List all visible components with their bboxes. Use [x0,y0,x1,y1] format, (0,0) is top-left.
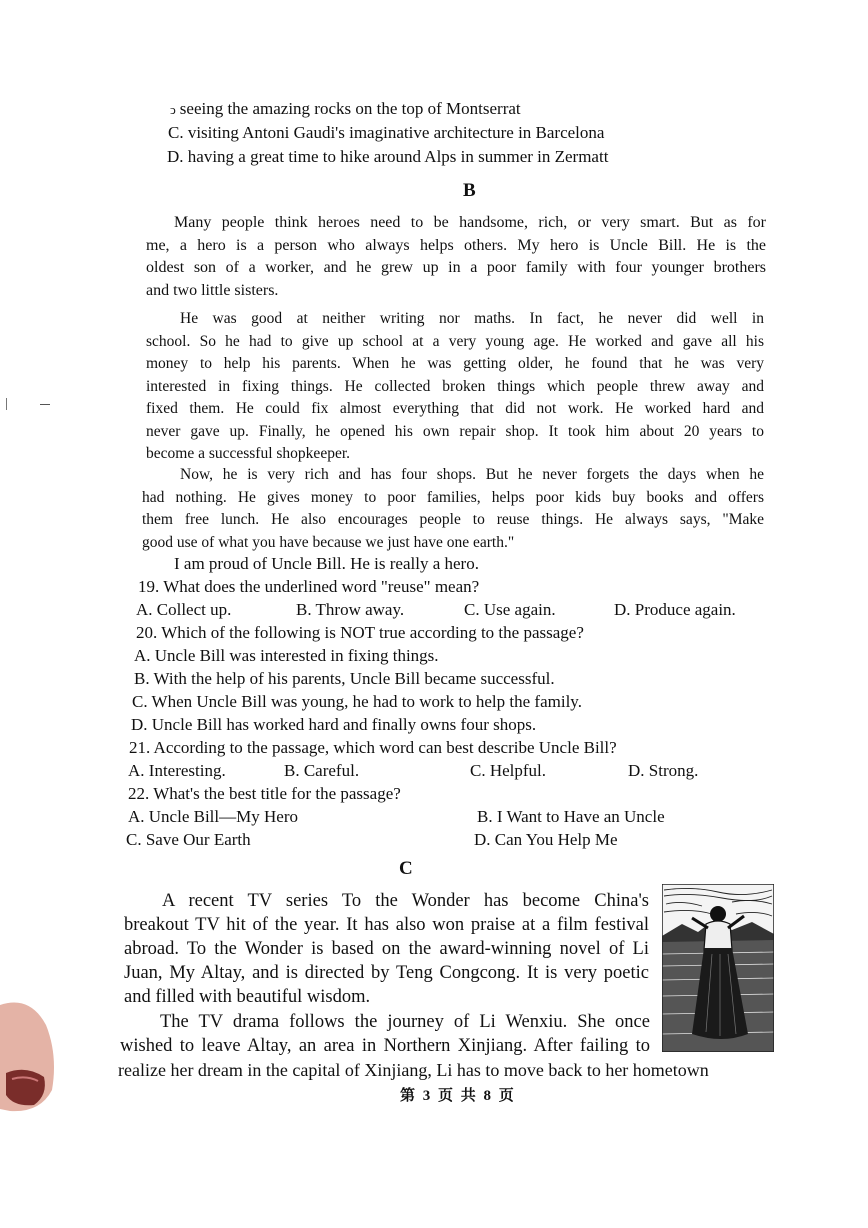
text-line: and two little sisters. [146,281,279,299]
question-20-option-d: D. Uncle Bill has worked hard and finally owns four shops. [131,715,537,734]
question-20-option-c: C. When Uncle Bill was young, he had to work to help the family. [132,692,582,711]
scan-mark [6,398,7,410]
prev-option-d: D. having a great time to hike around Alps in summer in Zermatt [167,147,609,166]
text-line: them free lunch. He also encourages people to reuse things. He always says, "Make [142,511,764,528]
text-line: fixed them. He could fix almost everything that did not work. He worked hard and [146,400,764,417]
question-20-stem: 20. Which of the following is NOT true according to the passage? [136,623,584,642]
text-line: school. So he had to give up school at a very young age. He worked and gave all his [146,332,764,350]
section-b-paragraph-2 [146,308,764,466]
question-22-option-c: C. Save Our Earth [126,830,251,849]
question-21-option-d: D. Strong. [628,761,699,780]
page-footer: 第 3 页 共 8 页 [400,1088,516,1104]
scan-mark [40,404,50,405]
text-line: become a successful shopkeeper. [146,445,351,462]
text-line: money to help his parents. When he was getting older, he found that he was very [146,355,764,372]
question-21-option-b: B. Careful. [284,761,360,780]
text-line: had nothing. He gives money to poor families, helps poor kids buy books and offers [142,488,764,506]
text-line: breakout TV hit of the year. It has also won praise at a film festival [124,915,649,935]
scanner-thumb [0,995,58,1115]
question-19-option-b: B. Throw away. [296,600,405,619]
question-19-stem: 19. What does the underlined word "reuse" mean? [138,577,480,596]
section-b-heading: B [463,180,476,201]
question-22-option-d: D. Can You Help Me [474,830,618,849]
text-line: Juan, My Altay, and is directed by Teng Congcong. It is very poetic [124,963,649,983]
section-c-heading: C [399,858,413,879]
text-line: Many people think heroes need to be handsome, rich, or very smart. But as for [174,214,766,231]
question-22-option-a: A. Uncle Bill—My Hero [128,807,298,826]
question-21-option-a: A. Interesting. [128,761,226,780]
section-b-paragraph-3 [142,464,764,554]
text-line: good use of what you have because we just have one earth." [142,533,515,551]
question-21-option-c: C. Helpful. [470,761,547,780]
text-line: Now, he is very rich and has four shops. But he never forgets the days when he [180,466,764,483]
question-22-stem: 22. What's the best title for the passage? [128,784,401,803]
text-line: wished to leave Altay, an area in Northern Xinjiang. After failing to [120,1036,650,1056]
smudged-letter: ↄ [170,102,176,117]
question-19-option-c: C. Use again. [464,600,556,619]
prev-option-b: ↄ seeing the amazing rocks on the top of Montserrat [170,99,521,118]
text-line: me, a hero is a person who always helps others. My hero is Uncle Bill. He is the [146,236,766,254]
section-b-paragraph-4: I am proud of Uncle Bill. He is really a hero. [174,554,479,573]
section-c-paragraph-2 [120,1010,650,1058]
question-19-option-a: A. Collect up. [136,600,232,619]
prev-option-c: C. visiting Antoni Gaudi's imaginative architecture in Barcelona [168,123,605,142]
text-line: The TV drama follows the journey of Li Wenxiu. She once [160,1012,650,1032]
text-line: abroad. To the Wonder is based on the award-winning novel of Li [124,939,649,959]
text-line: interested in fixing things. He collected broken things which people threw away and [146,377,764,395]
section-b-paragraph-1 [146,212,766,302]
text-line: oldest son of a worker, and he grew up in a poor family with four younger brothers [146,259,766,276]
question-20-option-a: A. Uncle Bill was interested in fixing things. [134,646,439,665]
text-line: never gave up. Finally, he opened his own repair shop. It took him about 20 years to [146,422,764,440]
text-line: and filled with beautiful wisdom. [124,987,371,1007]
woodcut-illustration [662,884,774,1052]
question-21-stem: 21. According to the passage, which word can best describe Uncle Bill? [129,738,617,757]
question-22-option-b: B. I Want to Have an Uncle [477,807,665,826]
question-19-option-d: D. Produce again. [614,600,736,619]
section-c-paragraph-2-last-line: realize her dream in the capital of Xinjiang, Li has to move back to her hometown [118,1060,709,1080]
question-20-option-b: B. With the help of his parents, Uncle Bill became successful. [134,669,555,688]
text-line: A recent TV series To the Wonder has become China's [162,891,649,911]
section-c-paragraph-1 [124,889,649,1009]
text-line: He was good at neither writing nor maths. In fact, he never did well in [180,310,764,327]
